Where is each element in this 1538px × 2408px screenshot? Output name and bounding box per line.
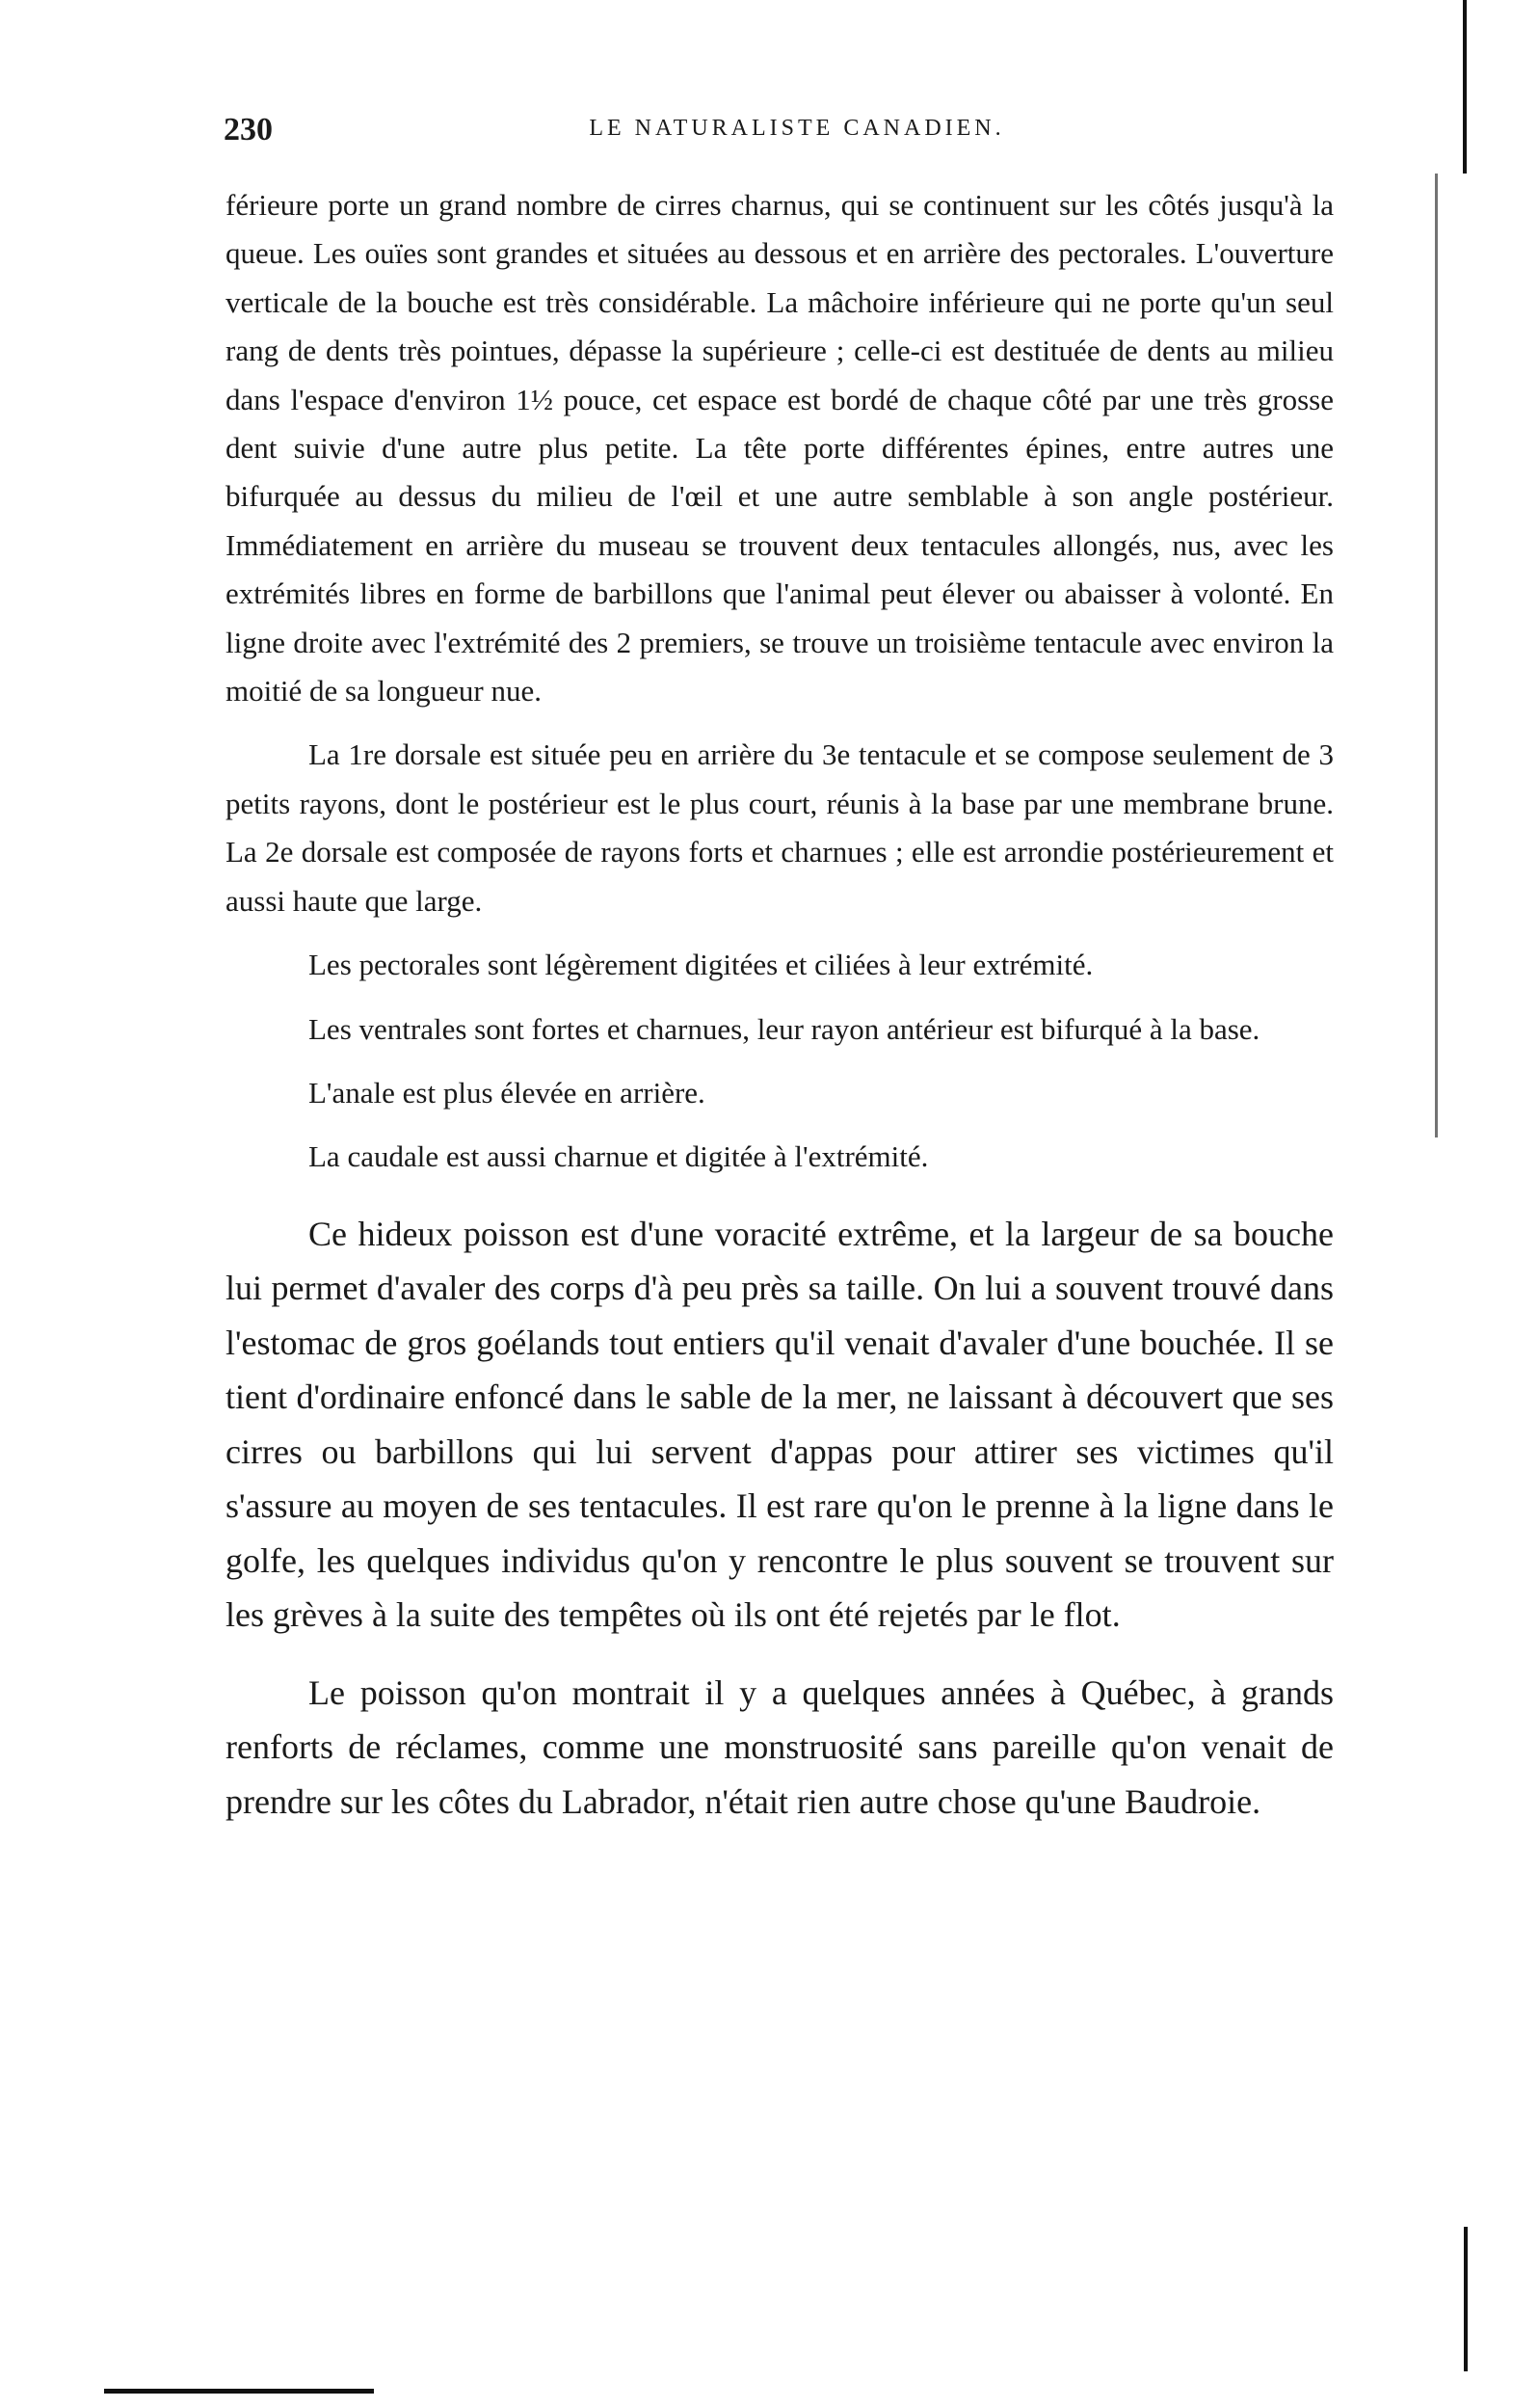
- scan-edge-line-middle: [1435, 174, 1438, 1137]
- scan-edge-line-top: [1463, 0, 1467, 174]
- page-number: 230: [224, 112, 273, 147]
- scan-edge-line-bottom: [1464, 2227, 1468, 2371]
- paragraph-quebec-fish: Le poisson qu'on montrait il y a quelques années à Québec, à grands renforts de réclames, comme une monstruosité sans pareille qu'on venait de prendre sur les côtes du Labrador, n'était rien autre chose qu'une Baudroie.: [225, 1672, 1334, 1821]
- paragraph-caudal-fin: La caudale est aussi charnue et digitée à l'extrémité.: [308, 1139, 929, 1174]
- scan-bottom-rule: [104, 2389, 374, 2394]
- paragraph-voracity: Ce hideux poisson est d'une voracité extrême, et la largeur de sa bouche lui permet d'avaler des corps d'à peu près sa taille. On lui a souvent trouvé dans l'estomac de gros goélands tout entiers qu'il venait d'avaler d'une bouchée. Il se tient d'ordinaire enfoncé dans le sable de la mer, ne laissant à découvert que ses cirres ou barbillons qui lui servent d'appas pour attirer ses victimes qu'il s'assure au moyen de ses tentacules. Il est rare qu'on le prenne à la ligne dans le golfe, les quelques individus qu'on y rencontre le plus souvent se trouvent sur les grèves à la suite des tempêtes où ils ont été rejetés par le flot.: [225, 1214, 1334, 1635]
- paragraph-anal-fin: L'anale est plus élevée en arrière.: [308, 1075, 705, 1110]
- body-text: [225, 181, 1334, 1829]
- paragraph-pectoral-fins: Les pectorales sont légèrement digitées et ciliées à leur extrémité.: [308, 948, 1094, 982]
- narrative-section: [225, 1207, 1334, 1830]
- paragraph-ventral-fins: Les ventrales sont fortes et charnues, leur rayon antérieur est bifurqué à la base.: [308, 1011, 1260, 1046]
- running-head: [224, 112, 1370, 150]
- paragraph-dorsal-fins: La 1re dorsale est située peu en arrière du 3e tentacule et se compose seulement de 3 petits rayons, dont le postérieur est le plus court, réunis à la base par une membrane brune. La 2e dorsale est composée de rayons forts et charnues ; elle est arrondie postérieurement et aussi haute que large.: [225, 737, 1334, 918]
- paragraph-description: férieure porte un grand nombre de cirres charnus, qui se continuent sur les côtés jusqu'à la queue. Les ouïes sont grandes et situées au dessous et en arrière des pectorales. L'ouverture verticale de la bouche est très considérable. La mâchoire inférieure qui ne porte qu'un seul rang de dents très pointues, dépasse la supérieure ; celle-ci est destituée de dents au milieu dans l'espace d'environ 1½ pouce, cet espace est bordé de chaque côté par une très grosse dent suivie d'une autre plus petite. La tête porte différentes épines, entre autres une bifurquée au dessus du milieu de l'œil et une autre semblable à son angle postérieur. Immédiatement en arrière du museau se trouvent deux tentacules allongés, nus, avec les extrémités libres en forme de barbillons que l'animal peut élever ou abaisser à volonté. En ligne droite avec l'extrémité des 2 premiers, se trouve un troisième tentacule avec environ la moitié de sa longueur nue.: [225, 188, 1334, 709]
- journal-title: LE NATURALISTE CANADIEN.: [589, 116, 1005, 141]
- description-section: [225, 181, 1334, 1182]
